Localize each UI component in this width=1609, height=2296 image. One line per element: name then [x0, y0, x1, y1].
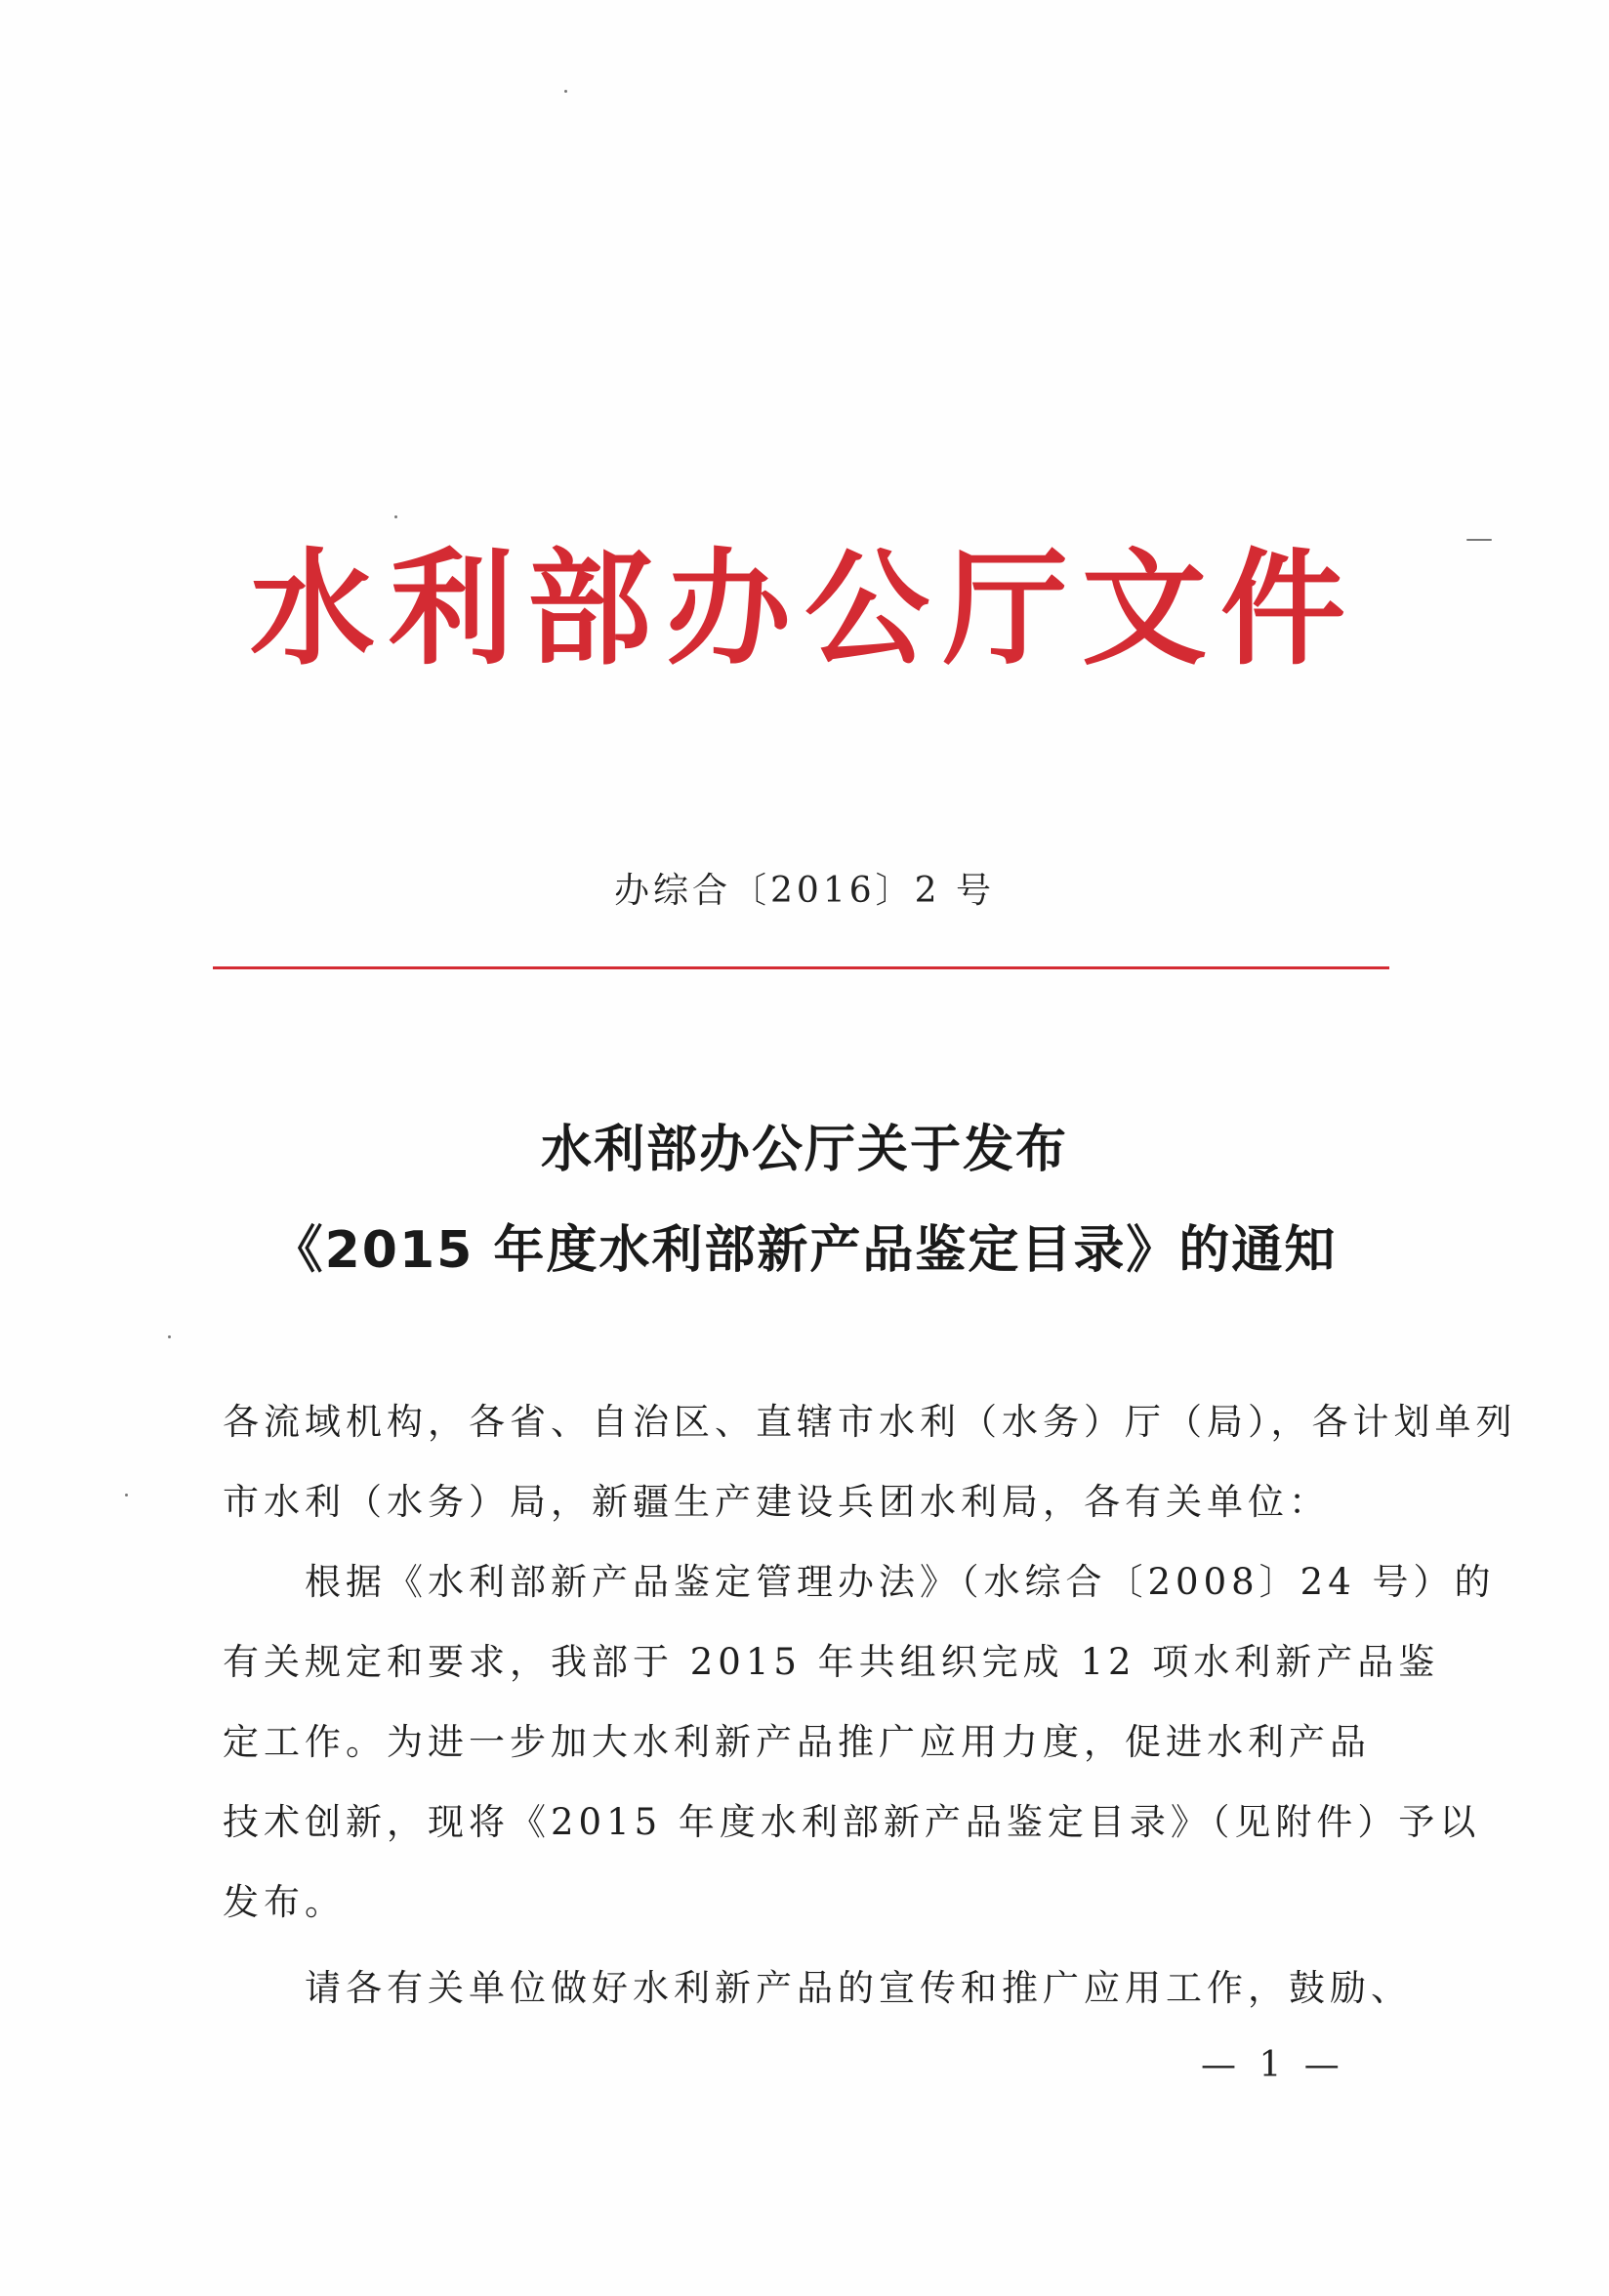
body-paragraph-1-line-3: 定工作。为进一步加大水利新产品推广应用力度，促进水利产品: [223, 1721, 1371, 1763]
notice-title-line-1: 水利部办公厅关于发布: [540, 1121, 1068, 1179]
body-line-addressees-2: 市水利（水务）局，新疆生产建设兵团水利局，各有关单位：: [223, 1481, 1330, 1523]
scan-speck: [168, 1335, 171, 1338]
red-separator-line: [213, 966, 1389, 969]
notice-title-line-2: 《2015 年度水利部新产品鉴定目录》的通知: [271, 1221, 1338, 1280]
document-masthead: 水利部办公厅文件: [249, 536, 1359, 682]
body-paragraph-1-line-4: 技术创新，现将《2015 年度水利部新产品鉴定目录》（见附件）予以: [223, 1801, 1481, 1843]
scan-speck: [564, 90, 567, 93]
document-number: 办综合〔2016〕2 号: [614, 871, 995, 911]
scan-speck: [1466, 539, 1492, 541]
body-paragraph-1-line-2: 有关规定和要求，我部于 2015 年共组织完成 12 项水利新产品鉴: [223, 1641, 1440, 1683]
page-number: — 1 —: [1201, 2045, 1345, 2085]
scan-speck: [125, 1494, 128, 1496]
body-paragraph-2-line-1: 请各有关单位做好水利新产品的宣传和推广应用工作，鼓励、: [305, 1967, 1412, 2009]
body-line-addressees-1: 各流域机构，各省、自治区、直辖市水利（水务）厅（局），各计划单列: [223, 1401, 1517, 1443]
scan-speck: [394, 515, 397, 518]
body-paragraph-1-line-5: 发布。: [223, 1881, 346, 1923]
body-paragraph-1-line-1: 根据《水利部新产品鉴定管理办法》（水综合〔2008〕24 号）的: [305, 1561, 1496, 1603]
